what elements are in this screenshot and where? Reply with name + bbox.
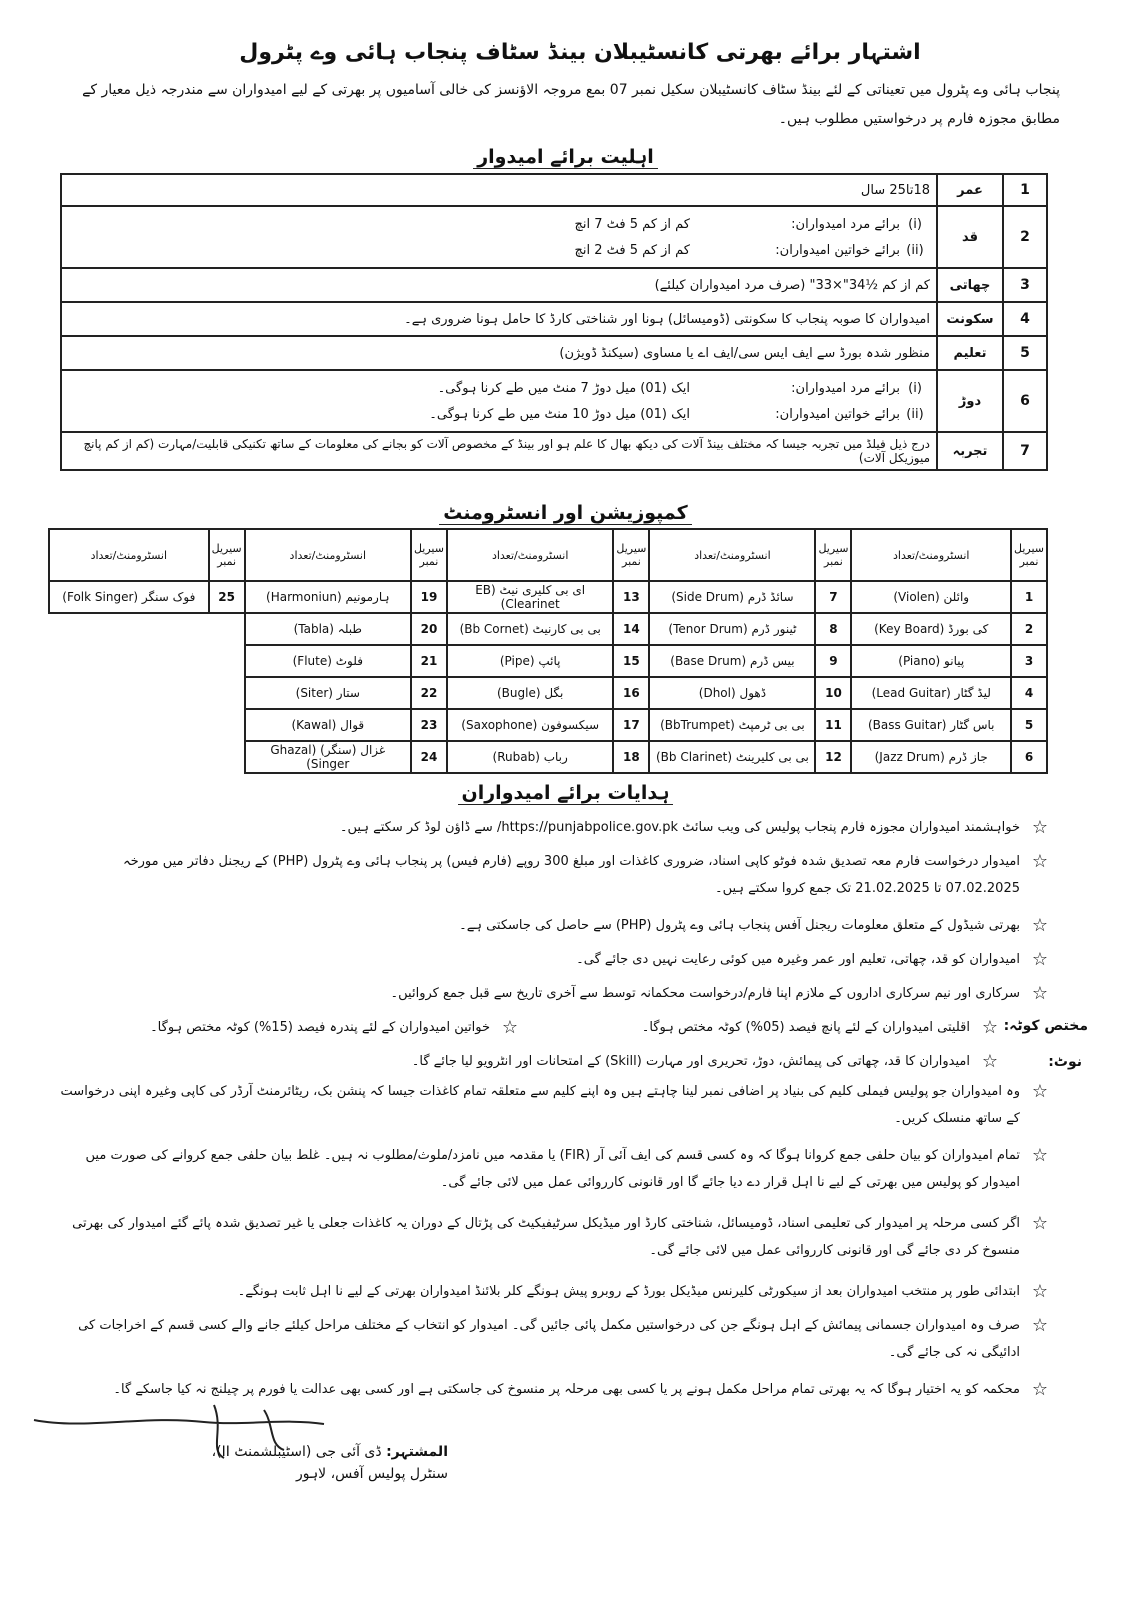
table-row [61,302,1047,336]
instruments-heading-text: کمپوزیشن اور انسٹرومنٹ [439,502,691,525]
instrument-cell: باس گٹار (Bass Guitar) [851,709,1011,741]
guideline-item [60,980,1060,1007]
serial-cell: 7 [815,581,851,613]
serial-cell: 14 [613,613,649,645]
instrument-cell: بگل (Bugle) [447,677,613,709]
quota-text: خواتین امیدواران کے لئے پندرہ فیصد (15%) کوٹہ مختص ہوگا۔ [150,1020,490,1035]
star-icon: ☆ [1031,1379,1049,1400]
serial-cell: 2 [1011,613,1047,645]
quota-text: اقلیتی امیدواران کے لئے پانچ فیصد (05%) کوٹہ مختص ہوگا۔ [641,1020,970,1035]
sub-who: برائے خواتین امیدواران: [775,406,900,422]
table-row [49,581,1047,613]
sub-number: (i) [908,380,922,396]
table-header-row [49,529,1047,581]
row-number: 7 [1003,432,1047,470]
table-row [61,174,1047,206]
star-icon: ☆ [981,1017,999,1038]
serial-cell: 16 [613,677,649,709]
row-number: 4 [1003,302,1047,336]
guidelines-heading [0,782,1131,804]
serial-cell: 23 [411,709,447,741]
page-title: اشتہار برائے بھرتی کانسٹیبلان بینڈ سٹاف پنجاب ہائی وے پٹرول [239,40,921,65]
serial-cell [209,709,245,741]
row-label: قد [937,206,1003,268]
serial-cell: 11 [815,709,851,741]
note-label: نوٹ: [1048,1054,1082,1070]
guideline-item [60,912,1060,939]
note-text: وہ امیدواران جو پولیس فیملی کلیم کی بنیاد پر اضافی نمبر لینا چاہتے ہیں وہ اپنے کلیم سے متعلقہ تمام کاغذات جیسا کہ پنشن بک، ریٹائرمنٹ آرڈر کی کاپی وغیرہ اپنی درخواست کے ساتھ منسلک کریں۔ [60,1084,1020,1126]
instrument-cell: طبلہ (Tabla) [245,613,411,645]
intro-paragraph: پنجاب ہائی وے پٹرول میں تعیناتی کے لئے بینڈ سٹاف کانسٹیبلان سکیل نمبر 07 بمع مروجہ الاؤنسز کی خالی آسامیوں پر بھرتی کے لیے امیدواران سے مندرجہ ذیل معیار کے مطابق مجوزہ فارم پر درخواستیں مطلوب ہیں۔ [82,82,1060,127]
quota-item [550,1014,1010,1041]
note-item [60,1078,1060,1132]
row-label: سکونت [937,302,1003,336]
instrument-cell: وائلن (Violen) [851,581,1011,613]
note-item [60,1312,1060,1366]
instrument-cell: پائپ (Pipe) [447,645,613,677]
row-label: تجربہ [937,432,1003,470]
note-text: تمام امیدواران کو بیان حلفی جمع کروانا ہوگا کہ وہ کسی قسم کی ایف آئی آر (FIR) یا مقدمہ میں نامزد/ملوث/مطلوب نہ ہیں۔ غلط بیان حلفی جمع کروانے کی صورت میں امیدوار کو پولیس میں بھرتی کے لیے نا اہل قرار دے دیا جائے گا اور قانونی کارروائی عمل میں لائی جائے گی۔ [85,1148,1020,1190]
instrument-cell: کی بورڈ (Key Board) [851,613,1011,645]
table-row [61,432,1047,470]
serial-cell: 19 [411,581,447,613]
table-row [49,613,1047,645]
instrument-cell: ای بی کلیری نیٹ (EB Clearinet) [447,581,613,613]
note-item [60,1210,1060,1264]
note-text: صرف وہ امیدواران جسمانی پیمائش کے اہل ہونگے جن کی درخواستیں مکمل پائی جائیں گی۔ امیدوار کو انتخاب کے مختلف مراحل کیلئے جانے والے کسی قسم کے اخراجات کی ادائیگی نہ کی جائے گی۔ [78,1318,1020,1360]
sub-number: (ii) [906,406,924,422]
quota-item [80,1014,530,1041]
row-label: تعلیم [937,336,1003,370]
star-icon: ☆ [1031,1315,1049,1336]
guideline-text: بھرتی شیڈول کے متعلق معلومات ریجنل آفس پنجاب ہائی وے پٹرول (PHP) سے حاصل کی جاسکتی ہے۔ [459,918,1020,933]
table-row [49,677,1047,709]
signature-prefix: المشتہر: [386,1444,448,1460]
sub-line [68,211,930,237]
instrument-cell: غزال (سنگر) (Ghazal Singer) [245,741,411,773]
eligibility-heading [0,146,1131,168]
star-icon: ☆ [1031,983,1049,1004]
table-row [49,741,1047,773]
eligibility-heading-text: اہلیت برائے امیدوار [473,146,658,169]
serial-cell [209,741,245,773]
row-value [61,206,937,268]
row-number: 2 [1003,206,1047,268]
star-icon: ☆ [501,1017,519,1038]
note-text: ابتدائی طور پر منتخب امیدواران بعد از سیکورٹی کلیرنس میڈیکل بورڈ کے روبرو پیش ہونگے کلر بلائنڈ امیدواران بھرتی کے لیے نا اہل ثابت ہونگے۔ [237,1284,1020,1299]
sub-value: کم از کم 5 فٹ 7 انچ [574,216,690,232]
star-icon: ☆ [1031,1213,1049,1234]
serial-cell: 25 [209,581,245,613]
column-header: انسٹرومنٹ/تعداد [49,529,209,581]
serial-cell: 15 [613,645,649,677]
instrument-cell [49,613,209,645]
instrument-cell [49,741,209,773]
sub-line [68,401,930,427]
sub-line [68,237,930,263]
instrument-cell: سائڈ ڈرم (Side Drum) [649,581,815,613]
star-icon: ☆ [1031,1281,1049,1302]
instrument-cell [49,645,209,677]
instruments-body [49,581,1047,773]
instruments-heading [0,502,1131,524]
row-value: درج ذیل فیلڈ میں تجربہ جیسا کہ مختلف بینڈ آلات کی دیکھ بھال کا علم ہو اور بینڈ کے مخصوص آلات کو بجانے کی معلومات کے ساتھ تکنیکی قابلیت/مہارت (کم از کم پانچ میوزیکل آلات) [61,432,937,470]
column-header: انسٹرومنٹ/تعداد [649,529,815,581]
row-number: 6 [1003,370,1047,432]
instrument-cell: رباب (Rubab) [447,741,613,773]
serial-cell: 6 [1011,741,1047,773]
instrument-cell: جاز ڈرم (Jazz Drum) [851,741,1011,773]
guideline-item [60,814,1060,841]
serial-cell: 18 [613,741,649,773]
instrument-cell: پیانو (Piano) [851,645,1011,677]
instrument-cell [49,709,209,741]
signature-office: سنٹرل پولیس آفس، لاہور [295,1466,448,1482]
guideline-text: خواہشمند امیدواران مجوزہ فارم پنجاب پولیس کی ویب سائٹ https://punjabpolice.gov.pk/ سے ڈاؤن لوڈ کر سکتے ہیں۔ [339,820,1020,835]
serial-cell: 3 [1011,645,1047,677]
serial-cell: 4 [1011,677,1047,709]
sub-value: ایک (01) میل دوڑ 7 منٹ میں طے کرنا ہوگی۔ [437,380,690,396]
row-number: 3 [1003,268,1047,302]
sub-who: برائے مرد امیدواران: [791,380,900,396]
instrument-cell: ہارمونیم (Harmoniun) [245,581,411,613]
column-header: سیریل نمبر [209,529,245,581]
row-number: 5 [1003,336,1047,370]
sub-number: (ii) [906,242,924,258]
guideline-text: امیدواران کو قد، چھاتی، تعلیم اور عمر وغیرہ میں کوئی رعایت نہیں دی جائے گی۔ [576,952,1020,967]
column-header: انسٹرومنٹ/تعداد [245,529,411,581]
guideline-item [60,946,1060,973]
note-text: امیدواران کا قد، چھاتی کی پیمائش، دوڑ، تحریری اور مہارت (Skill) کے امتحانات اور انٹرویو لیا جائے گا۔ [411,1054,970,1069]
instrument-cell: بی بی کارنیٹ (Bb Cornet) [447,613,613,645]
instrument-cell: ڈھول (Dhol) [649,677,815,709]
instrument-cell: ٹینور ڈرم (Tenor Drum) [649,613,815,645]
sub-value: ایک (01) میل دوڑ 10 منٹ میں طے کرنا ہوگی۔ [429,406,690,422]
column-header: انسٹرومنٹ/تعداد [851,529,1011,581]
serial-cell: 21 [411,645,447,677]
instrument-cell: فلوٹ (Flute) [245,645,411,677]
note-item [60,1048,1010,1075]
signature-line [28,1444,448,1460]
serial-cell: 22 [411,677,447,709]
row-value: منظور شدہ بورڈ سے ایف ایس سی/ایف اے یا مساوی (سیکنڈ ڈویژن) [61,336,937,370]
table-row [61,336,1047,370]
signature-name: ڈی آئی جی (اسٹیبلشمنٹ II)، [211,1444,382,1460]
column-header: انسٹرومنٹ/تعداد [447,529,613,581]
serial-cell: 10 [815,677,851,709]
instrument-cell: ستار (Siter) [245,677,411,709]
instrument-cell: بی بی ٹرمپٹ (BbTrumpet) [649,709,815,741]
star-icon: ☆ [981,1051,999,1072]
guidelines-heading-text: ہدایات برائے امیدواران [458,782,674,805]
note-item [60,1376,1060,1403]
table-row [61,268,1047,302]
instrument-cell: فوک سنگر (Folk Singer) [49,581,209,613]
star-icon: ☆ [1031,851,1049,872]
star-icon: ☆ [1031,817,1049,838]
star-icon: ☆ [1031,1081,1049,1102]
sub-who: برائے خواتین امیدواران: [775,242,900,258]
guideline-item [60,848,1060,902]
serial-cell: 17 [613,709,649,741]
eligibility-table [60,173,1048,471]
serial-cell: 12 [815,741,851,773]
signature-block [28,1410,448,1482]
serial-cell: 20 [411,613,447,645]
serial-cell [209,677,245,709]
instrument-cell: سیکسوفون (Saxophone) [447,709,613,741]
serial-cell: 1 [1011,581,1047,613]
instruments-table [48,528,1048,774]
row-number: 1 [1003,174,1047,206]
sub-line [68,375,930,401]
table-row [61,206,1047,268]
row-label: عمر [937,174,1003,206]
note-text: محکمہ کو یہ اختیار ہوگا کہ یہ بھرتی تمام مراحل مکمل ہونے پر یا کسی بھی مرحلہ پر منسوخ کی جاسکتی ہے اور کسی بھی عدالت یا فورم پر چیلنج نہ کیا جاسکے گا۔ [113,1382,1020,1397]
serial-cell: 8 [815,613,851,645]
column-header: سیریل نمبر [613,529,649,581]
guideline-text: سرکاری اور نیم سرکاری اداروں کے ملازم اپنا فارم/درخواست محکمانہ توسط سے آخری تاریخ سے قبل جمع کروائیں۔ [390,986,1020,1001]
row-value: 18تا25 سال [61,174,937,206]
star-icon: ☆ [1031,1145,1049,1166]
row-label: چھاتی [937,268,1003,302]
column-header: سیریل نمبر [815,529,851,581]
serial-cell: 5 [1011,709,1047,741]
guideline-text: امیدوار درخواست فارم معہ تصدیق شدہ فوٹو کاپی اسناد، ضروری کاغذات اور مبلغ 300 روپے (فارم فیس) پر پنجاب ہائی وے پٹرول (PHP) کے ریجنل دفاتر میں مورخہ 07.02.2025 تا 21.02.2025 تک جمع کروا سکتے ہیں۔ [123,854,1020,896]
sub-who: برائے مرد امیدواران: [791,216,900,232]
note-text: اگر کسی مرحلہ پر امیدوار کی تعلیمی اسناد، ڈومیسائل، شناختی کارڈ اور میڈیکل سرٹیفیکیٹ کی پڑتال کے دوران یہ کاغذات جعلی یا غیر تصدیق شدہ پائے گئے امیدوار کی بھرتی منسوخ کر دی جائے گی اور قانونی کارروائی عمل میں لائی جائے گی۔ [72,1216,1020,1258]
instrument-cell: بیس ڈرم (Base Drum) [649,645,815,677]
star-icon: ☆ [1031,949,1049,970]
serial-cell: 9 [815,645,851,677]
row-label: دوڑ [937,370,1003,432]
serial-cell: 13 [613,581,649,613]
row-value: امیدواران کا صوبہ پنجاب کا سکونتی (ڈومیسائل) ہونا اور شناختی کارڈ کا حامل ہونا ضروری ہے۔ [61,302,937,336]
instrument-cell: بی بی کلیرینٹ (Bb Clarinet) [649,741,815,773]
note-item [60,1278,1060,1305]
note-item [60,1142,1060,1196]
sub-value: کم از کم 5 فٹ 2 انچ [574,242,690,258]
serial-cell [209,613,245,645]
instrument-cell [49,677,209,709]
table-row [61,370,1047,432]
quota-label: مختص کوٹہ: [1003,1018,1088,1034]
column-header: سیریل نمبر [411,529,447,581]
table-row [49,645,1047,677]
row-value [61,370,937,432]
sub-number: (i) [908,216,922,232]
serial-cell: 24 [411,741,447,773]
star-icon: ☆ [1031,915,1049,936]
row-value: کم از کم ½34"×33" (صرف مرد امیدواران کیلئے) [61,268,937,302]
instrument-cell: لیڈ گٹار (Lead Guitar) [851,677,1011,709]
column-header: سیریل نمبر [1011,529,1047,581]
instrument-cell: قوال (Kawal) [245,709,411,741]
serial-cell [209,645,245,677]
table-row [49,709,1047,741]
